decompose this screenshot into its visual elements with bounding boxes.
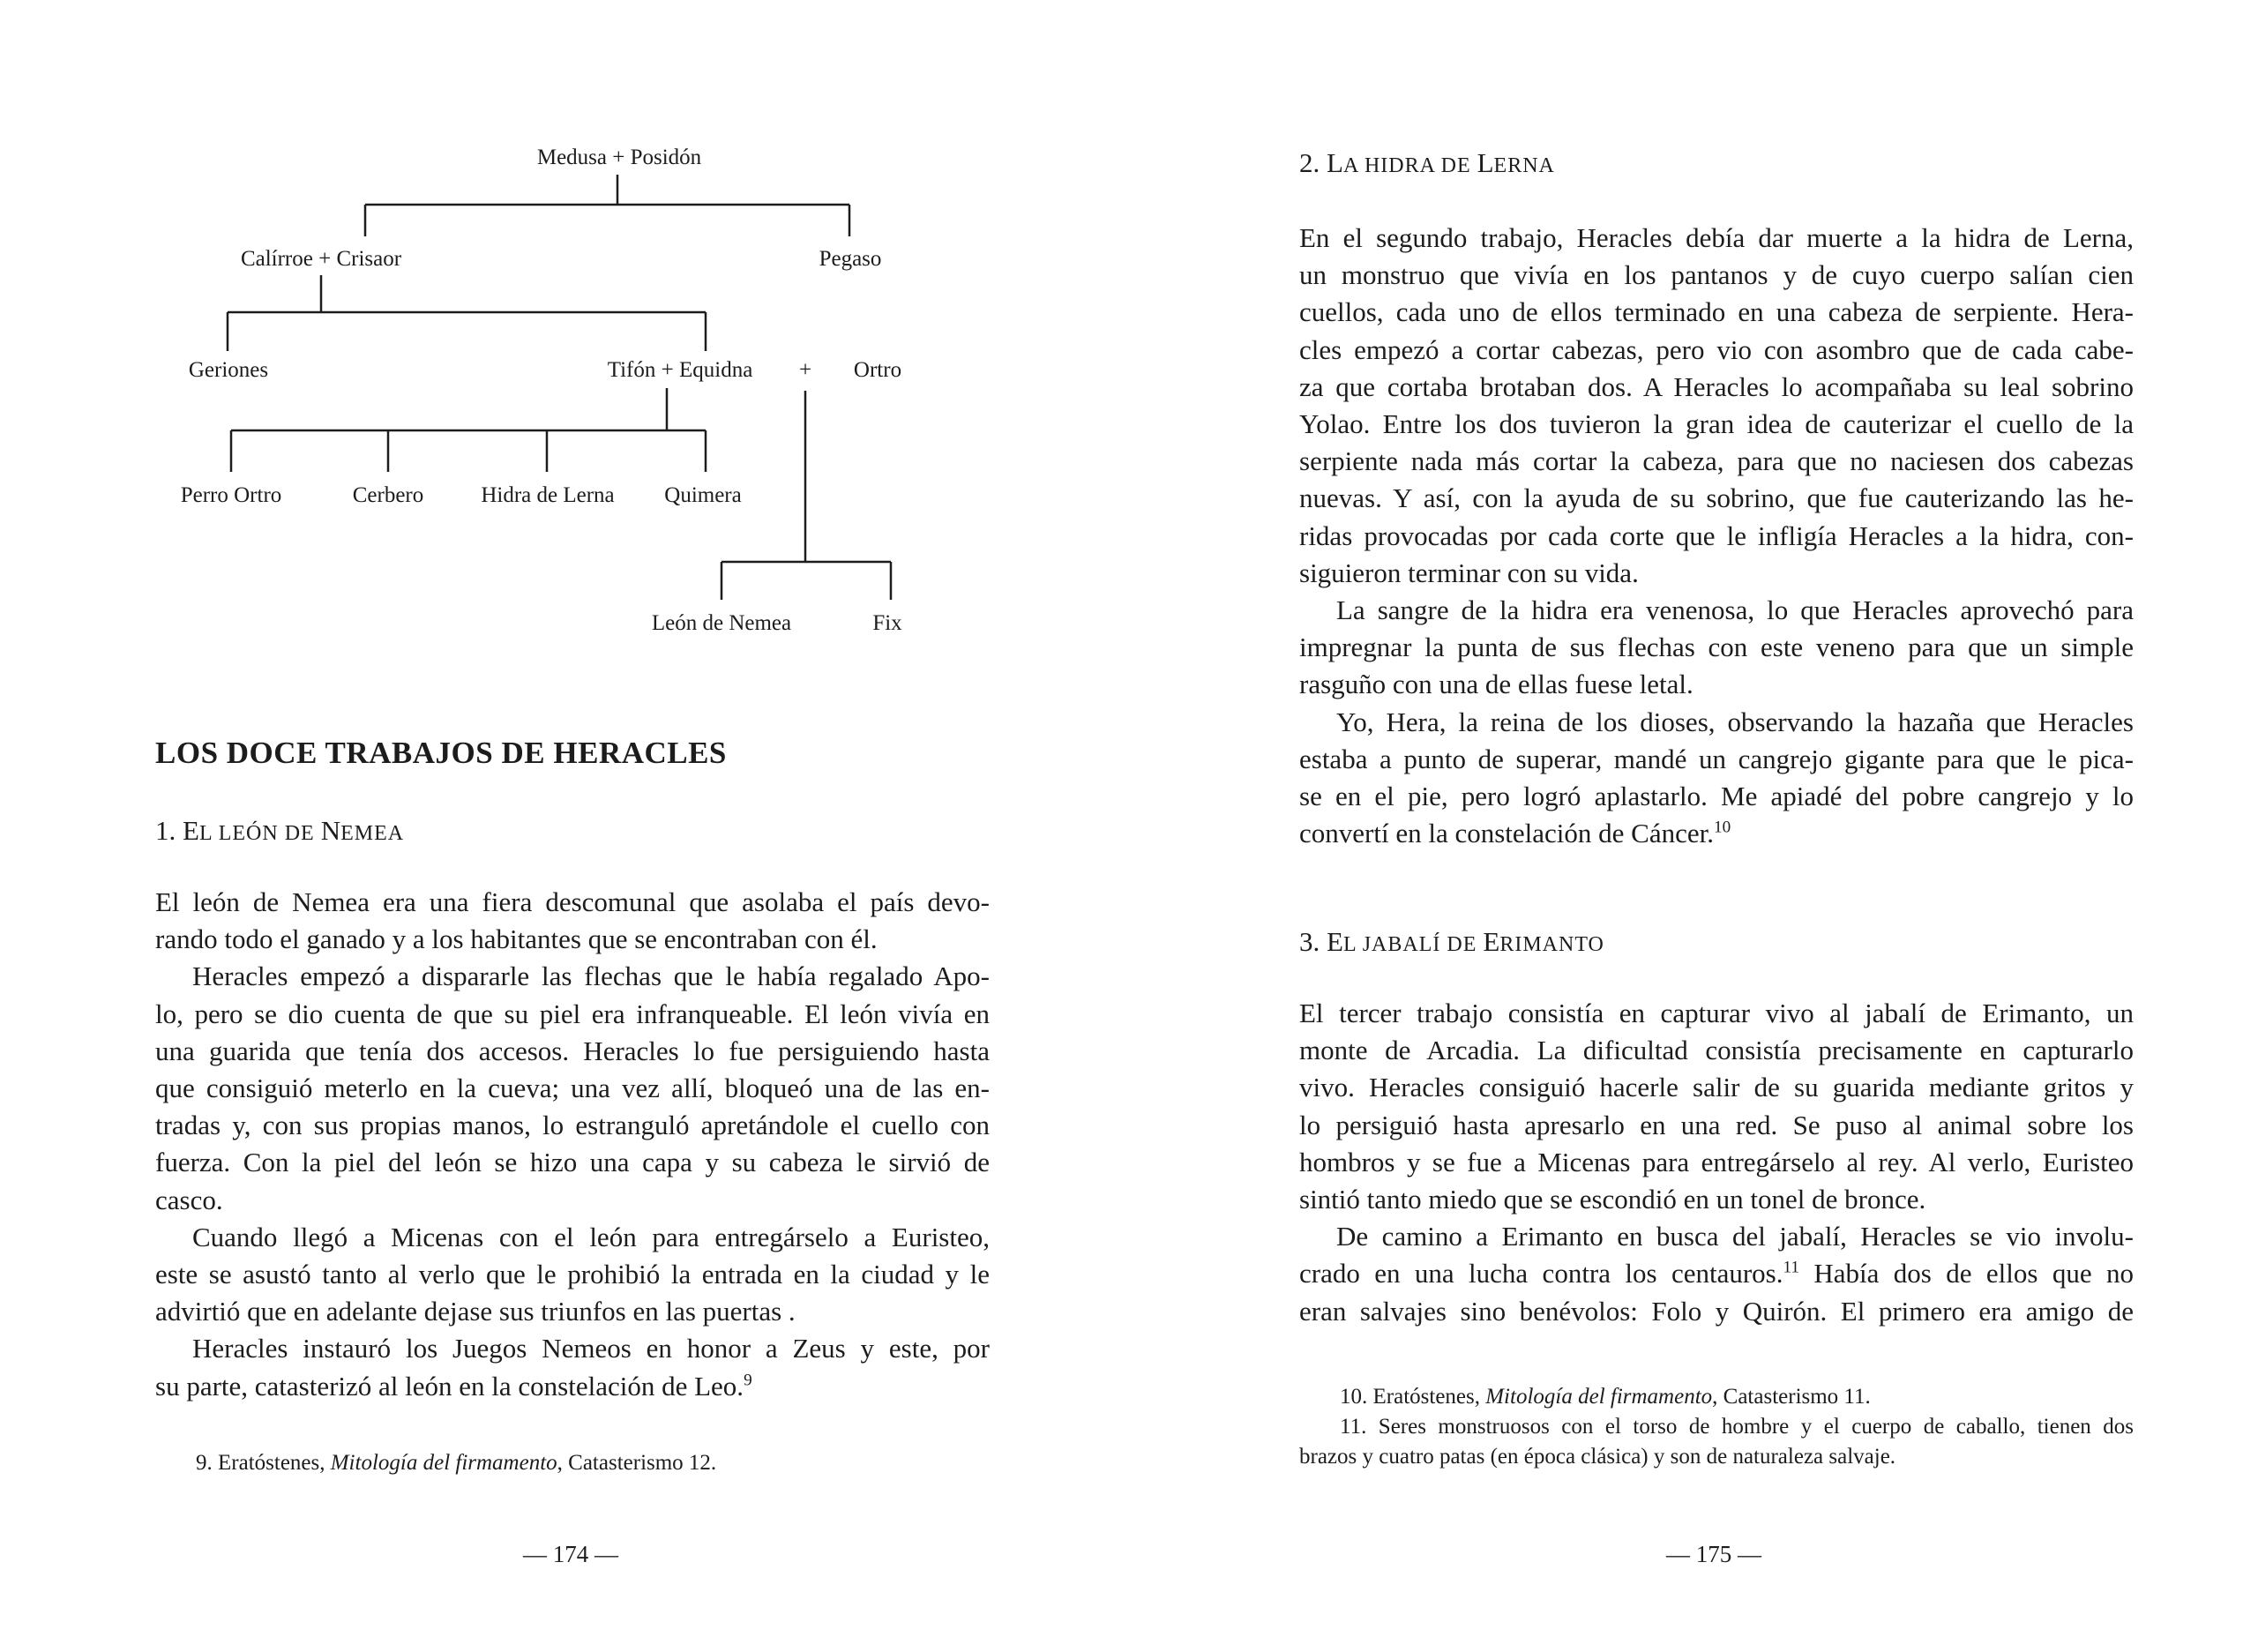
text-line: Heracles empezó a dispararle las flechas que le había regalado Apo- — [192, 961, 990, 992]
text-line: eran salvajes sino benévolos: Folo y Quirón. El primero era amigo de — [1299, 1295, 2134, 1327]
subheading-hidra-de-lerna — [1299, 147, 1555, 179]
section-title: LOS DOCE TRABAJOS DE HERACLES — [155, 736, 727, 770]
text-line: cles empezó a cortar cabezas, pero vio con asombro que de cada cabe- — [1299, 333, 2134, 365]
text-line: tradas y, con sus propias manos, lo estranguló apretándole el cuello con — [155, 1110, 990, 1141]
footnote-title: Mitología del firmamento — [1485, 1385, 1713, 1409]
tree-node-perro-ortro: Perro Ortro — [180, 483, 282, 507]
subheading-smallcaps-rest: ERNA — [1493, 154, 1555, 177]
text-line: Heracles instauró los Juegos Nemeos en honor a Zeus y este, por — [192, 1333, 990, 1364]
text-fragment: convertí en la constelación de Cáncer. — [1299, 818, 1714, 849]
tree-node-fix: Fix — [872, 611, 902, 635]
text-line — [1299, 1255, 2134, 1292]
text-line: se en el pie, pero logró aplastarlo. Me apiadé del pobre cangrejo y lo — [1299, 781, 2134, 812]
text-line: ridas provocadas por cada corte que le infligía Heracles a la hidra, con- — [1299, 520, 2134, 551]
text-line: fuerza. Con la piel del león se hizo una capa y su cabeza le sirvió de — [155, 1147, 990, 1178]
footnote-ref-9[interactable]: 9 — [744, 1371, 752, 1390]
page-number-left: — 174 — — [523, 1541, 618, 1567]
text-line: Cuando llegó a Micenas con el león para entregárselo a Euristeo, — [192, 1221, 990, 1252]
footnote-prefix: 10. Eratóstenes, — [1340, 1385, 1486, 1409]
text-line: impregnar la punta de sus flechas con este veneno para que un simple — [1299, 632, 2134, 663]
text-line: El león de Nemea era una fiera descomunal que asolaba el país devo- — [155, 886, 990, 917]
page-number-right: — 175 — — [1666, 1541, 1761, 1567]
tree-node-cerbero: Cerbero — [352, 483, 424, 507]
subheading-number: 1. E — [155, 815, 199, 846]
subheading-smallcaps: L JABALÍ DE — [1342, 933, 1484, 956]
text-line: rasguño con una de ellas fuese letal. — [1299, 669, 1694, 700]
footnote-suffix: , Catasterismo 12. — [557, 1451, 717, 1475]
text-line: hombros y se fue a Micenas para entregárselo al rey. Al verlo, Euristeo — [1299, 1146, 2134, 1177]
footnote-10 — [1299, 1382, 2134, 1412]
text-line: serpiente nada más cortar la cabeza, para que no naciesen dos cabezas — [1299, 445, 2134, 477]
text-line: monte de Arcadia. La dificultad consistía precisamente en capturarlo — [1299, 1035, 2134, 1066]
tree-node-calirroe: Calírroe + Crisaor — [240, 247, 402, 271]
right-page — [1129, 0, 2258, 1652]
footnote-ref-11[interactable]: 11 — [1783, 1259, 1799, 1278]
subheading-jabali-de-erimanto — [1299, 926, 1604, 958]
text-line: za que cortaba brotaban dos. A Heracles lo acompañaba su leal sobrino — [1299, 370, 2134, 402]
tree-node-ortro: Ortro — [853, 358, 902, 382]
family-tree-diagram — [0, 0, 1129, 670]
tree-node-pegaso: Pegaso — [819, 247, 882, 271]
paragraph-jabali — [1299, 995, 2134, 1330]
text-line: una guarida que tenía dos accesos. Heracles lo fue persiguiendo hasta — [155, 1035, 990, 1066]
text-line: lo, pero se dio cuenta de que su piel era infranqueable. El león vivía en — [155, 998, 990, 1029]
footnote-title: Mitología del firmamento — [330, 1451, 557, 1475]
text-line: lo persiguió hasta apresarlo en una red. Se puso al animal sobre los — [1299, 1109, 2134, 1140]
text-line: cuellos, cada uno de ellos terminado en una cabeza de serpiente. Hera- — [1299, 296, 2134, 328]
tree-node-medusa: Medusa + Posidón — [536, 146, 702, 169]
text-fragment: su parte, catasterizó al león en la constelación de Leo. — [155, 1370, 744, 1402]
text-line: El tercer trabajo consistía en capturar vivo al jabalí de Erimanto, un — [1299, 998, 2134, 1028]
text-line: estaba a punto de superar, mandé un cangrejo gigante para que le pica- — [1299, 743, 2134, 774]
subheading-smallcaps-rest: RIMANTO — [1499, 933, 1604, 956]
footnote-9 — [155, 1448, 990, 1478]
text-line — [1299, 815, 2134, 852]
text-line: De camino a Erimanto en busca del jabalí, Heracles se vio involu- — [1336, 1221, 2134, 1252]
footnotes-right — [1299, 1382, 2134, 1472]
tree-node-geriones: Geriones — [188, 358, 269, 382]
family-tree-lines — [0, 0, 1129, 670]
tree-node-hidra: Hidra de Lerna — [481, 483, 615, 507]
text-line: vivo. Heracles consiguió hacerle salir de su guarida mediante gritos y — [1299, 1072, 2134, 1103]
text-line: rando todo el ganado y a los habitantes que se encontraban con él. — [155, 923, 878, 955]
footnote-suffix: , Catasterismo 11. — [1712, 1385, 1871, 1409]
subheading-number: 2. L — [1299, 147, 1343, 178]
text-line: nuevas. Y así, con la ayuda de su sobrino, que fue cauterizando las he- — [1299, 482, 2134, 514]
footnote-11-line: 11. Seres monstruosos con el torso de hombre y el cuerpo de caballo, tienen dos — [1340, 1415, 2134, 1439]
footnote-11-line: brazos y cuatro patas (en época clásica) y son de naturaleza salvaje. — [1299, 1445, 1896, 1469]
text-line: siguieron terminar con su vida. — [1299, 557, 1639, 588]
subheading-number: 3. E — [1299, 926, 1343, 957]
paragraph-hidra — [1299, 220, 2134, 852]
subheading-smallcaps: L LEÓN DE — [198, 822, 321, 845]
subheading-cap: L — [1477, 147, 1494, 178]
tree-plus-sign: + — [798, 358, 812, 382]
subheading-cap: E — [1483, 926, 1500, 957]
subheading-smallcaps-rest: EMEA — [340, 822, 405, 845]
text-fragment: crado en una lucha contra los centauros. — [1299, 1258, 1783, 1289]
text-line: este se asustó tanto al verlo que le prohibió la entrada en la ciudad y le — [155, 1259, 990, 1290]
footnote-ref-10[interactable]: 10 — [1713, 818, 1731, 837]
text-line: casco. — [155, 1184, 223, 1215]
paragraph-leon — [155, 884, 990, 1405]
tree-node-tifon: Tifón + Equidna — [607, 358, 753, 382]
tree-node-quimera: Quimera — [664, 483, 742, 507]
text-line: advirtió que en adelante dejase sus triunfos en las puertas . — [155, 1296, 796, 1327]
subheading-leon-de-nemea — [155, 815, 404, 847]
text-fragment: Había dos de ellos que no — [1799, 1258, 2134, 1289]
subheading-smallcaps: A HIDRA DE — [1342, 154, 1477, 177]
text-line — [155, 1368, 990, 1405]
footnote-line — [155, 1448, 990, 1478]
text-line: En el segundo trabajo, Heracles debía dar muerte a la hidra de Lerna, — [1299, 222, 2134, 253]
tree-node-leon: León de Nemea — [651, 611, 792, 635]
text-line: sintió tanto miedo que se escondió en un tonel de bronce. — [1299, 1184, 1926, 1215]
text-line: que consiguió meterlo en la cueva; una vez allí, bloqueó una de las en- — [155, 1073, 990, 1104]
text-line: Yolao. Entre los dos tuvieron la gran idea de cauterizar el cuello de la — [1299, 408, 2134, 440]
text-line: La sangre de la hidra era venenosa, lo que Heracles aprovechó para — [1336, 594, 2134, 626]
subheading-cap: N — [320, 815, 341, 846]
footnote-prefix: 9. Eratóstenes, — [196, 1451, 331, 1475]
text-line: un monstruo que vivía en los pantanos y de cuyo cuerpo salían cien — [1299, 259, 2134, 291]
text-line: Yo, Hera, la reina de los dioses, observando la hazaña que Heracles — [1336, 706, 2134, 737]
